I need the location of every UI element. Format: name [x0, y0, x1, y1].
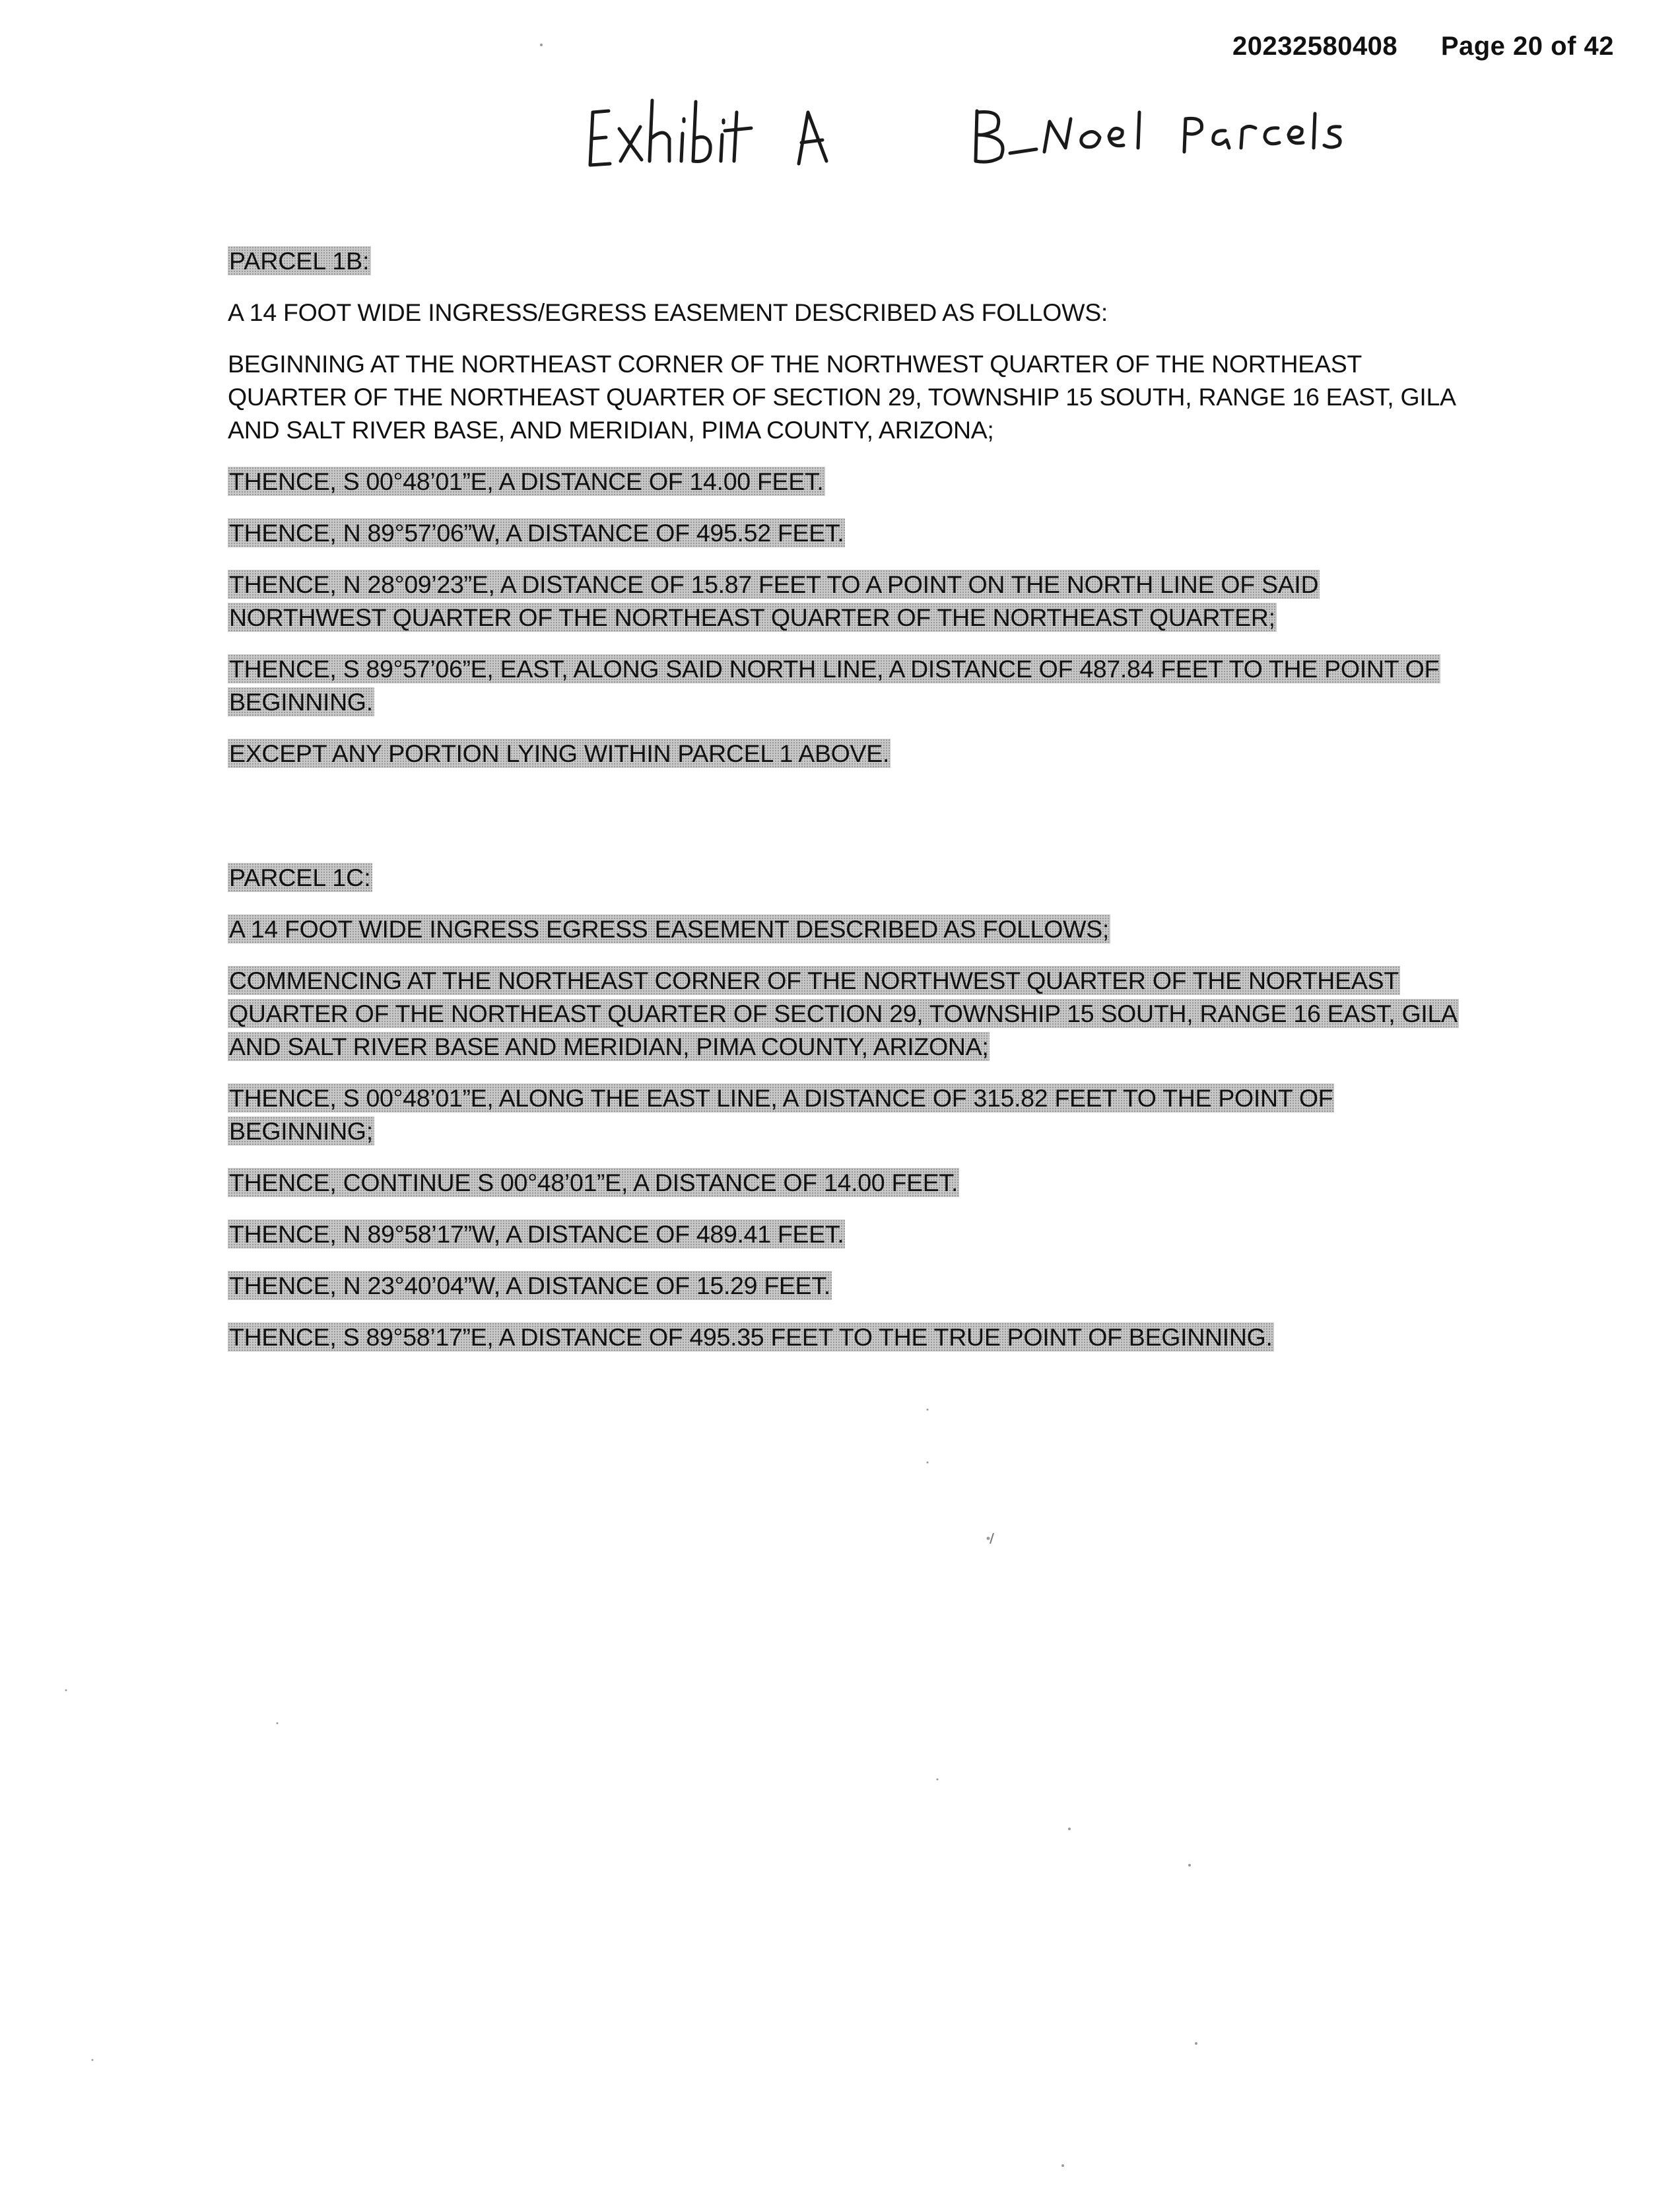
- parcel-1b-beginning: BEGINNING AT THE NORTHEAST CORNER OF THE NORTHWEST QUARTER OF THE NORTHEAST QUARTER OF THE NORTHEAST QUARTER OF SECTION 29, TOWNSHIP 15 SOUTH, RANGE 16 EAST, GILA AND SALT RIVER BASE, AND MERIDIAN, PIMA COUNTY, ARIZONA;: [228, 350, 1455, 444]
- parcel-1b-course-4: THENCE, S 89°57’06”E, EAST, ALONG SAID NORTH LINE, A DISTANCE OF 487.84 FEET TO THE POINT OF BEGINNING.: [229, 655, 1440, 716]
- parcel-1c-heading: PARCEL 1C:: [229, 864, 371, 891]
- section-spacer: [228, 788, 1482, 861]
- parcel-1b-heading: PARCEL 1B:: [229, 247, 370, 275]
- handwritten-exhibit-note: [581, 92, 1426, 178]
- parcel-1b-course-2: THENCE, N 89°57’06”W, A DISTANCE OF 495.52 FEET.: [229, 519, 844, 547]
- parcel-1b-intro: A 14 FOOT WIDE INGRESS/EGRESS EASEMENT DESCRIBED AS FOLLOWS:: [228, 298, 1108, 326]
- parcel-1b-exception: EXCEPT ANY PORTION LYING WITHIN PARCEL 1 ABOVE.: [229, 739, 890, 767]
- parcel-1c-commencing: COMMENCING AT THE NORTHEAST CORNER OF THE NORTHWEST QUARTER OF THE NORTHEAST QUARTER OF THE NORTHEAST QUARTER OF SECTION 29, TOWNSHIP 15 SOUTH, RANGE 16 EAST, GILA AND SALT RIVER BASE AND MERIDIAN, PIMA COUNTY, ARIZONA;: [229, 967, 1458, 1060]
- legal-description: [228, 244, 1482, 1372]
- parcel-1c-course-1: THENCE, S 00°48’01”E, ALONG THE EAST LINE, A DISTANCE OF 315.82 FEET TO THE POINT OF BEGINNING;: [229, 1084, 1333, 1145]
- parcel-1c-intro: A 14 FOOT WIDE INGRESS EGRESS EASEMENT DESCRIBED AS FOLLOWS;: [229, 915, 1110, 943]
- parcel-1c-course-3: THENCE, N 89°58’17”W, A DISTANCE OF 489.41 FEET.: [229, 1220, 844, 1248]
- recording-number: 20232580408: [1232, 32, 1398, 61]
- parcel-1c-course-4: THENCE, N 23°40’04”W, A DISTANCE OF 15.29 FEET.: [229, 1272, 830, 1299]
- parcel-1c-course-2: THENCE, CONTINUE S 00°48’01”E, A DISTANCE OF 14.00 FEET.: [229, 1169, 958, 1196]
- handwritten-exhibit-note-drawing: [581, 92, 1426, 178]
- page-indicator: Page 20 of 42: [1440, 32, 1614, 61]
- document-header: [1232, 32, 1614, 61]
- parcel-1c-course-5: THENCE, S 89°58’17”E, A DISTANCE OF 495.35 FEET TO THE TRUE POINT OF BEGINNING.: [229, 1323, 1273, 1351]
- parcel-1b-course-1: THENCE, S 00°48’01”E, A DISTANCE OF 14.00 FEET.: [229, 467, 824, 495]
- parcel-1b-course-3: THENCE, N 28°09’23”E, A DISTANCE OF 15.87 FEET TO A POINT ON THE NORTH LINE OF SAID NORTHWEST QUARTER OF THE NORTHEAST QUARTER OF THE NORTHEAST QUARTER;: [229, 570, 1319, 631]
